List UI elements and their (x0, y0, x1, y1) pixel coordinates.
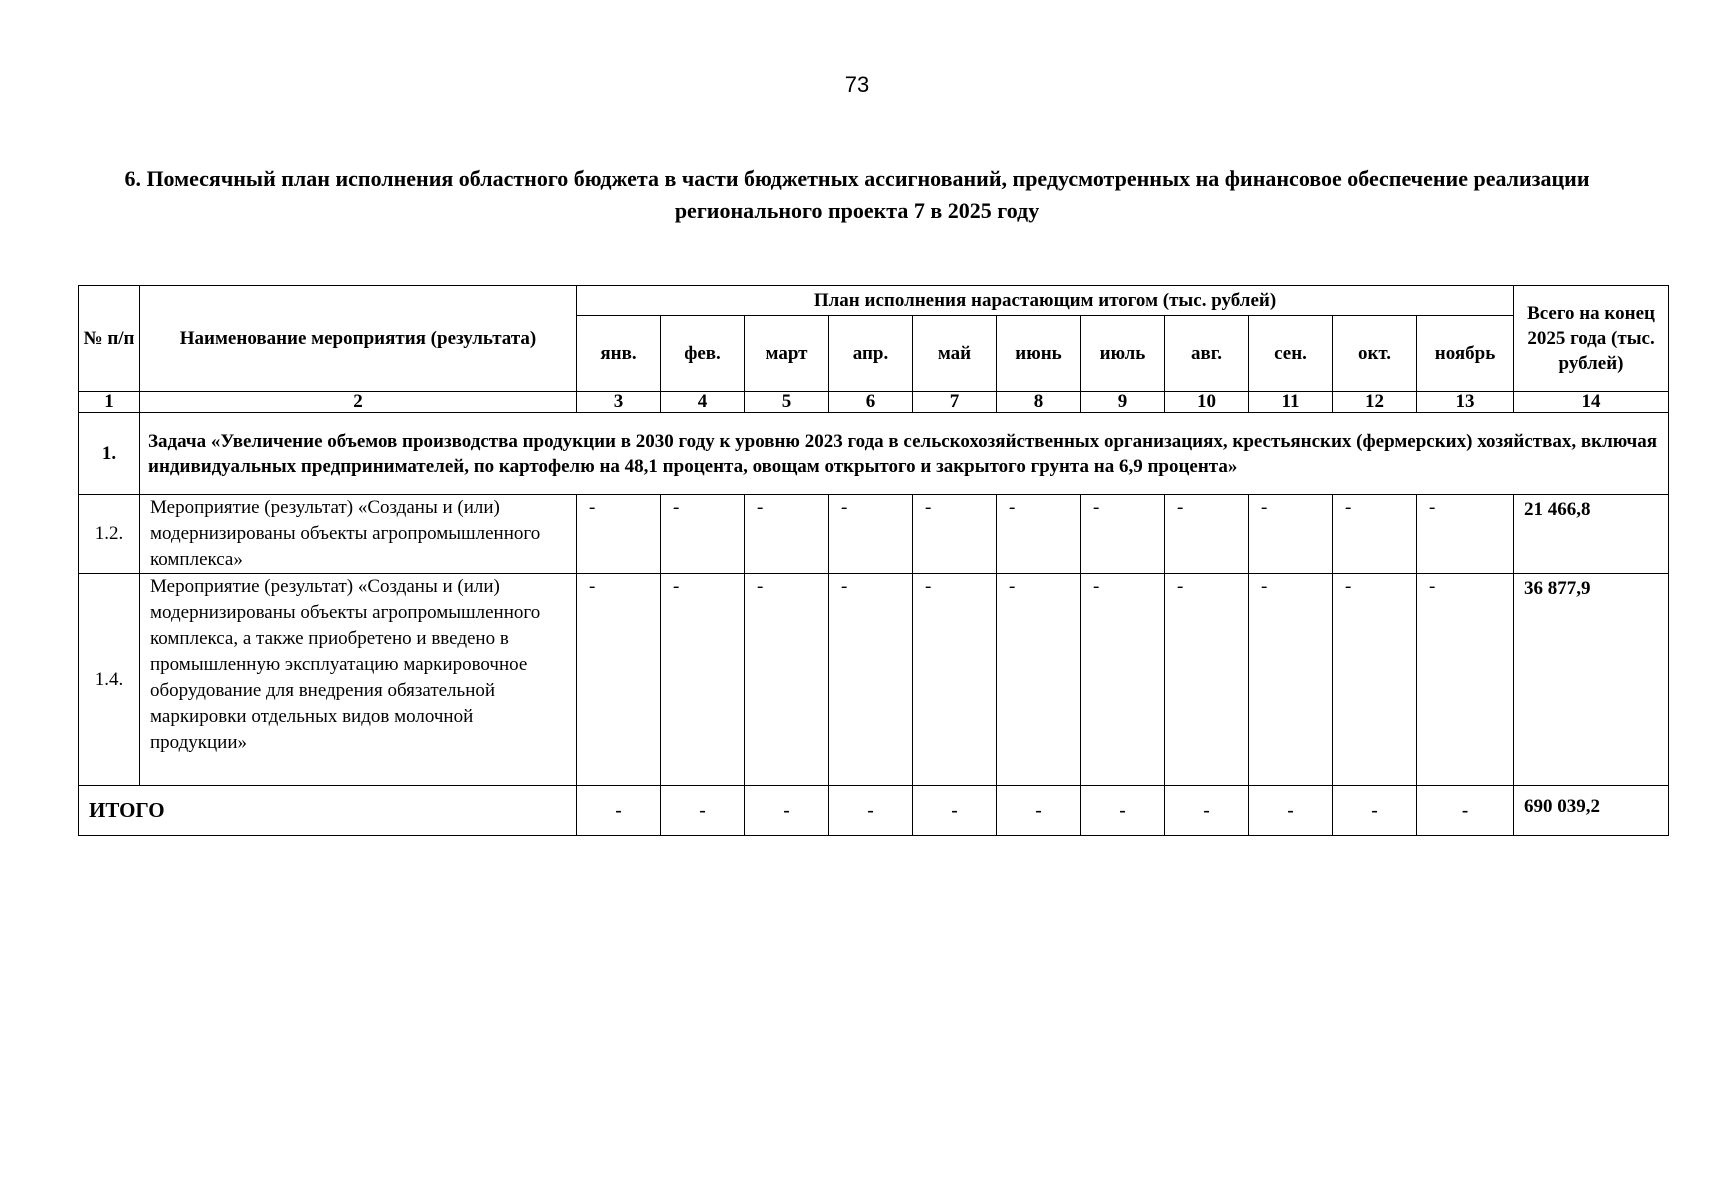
itogo-month-value: - (745, 786, 829, 836)
column-number: 1 (79, 392, 140, 413)
column-number: 4 (661, 392, 745, 413)
table-row (79, 574, 1669, 786)
itogo-month-value: - (913, 786, 997, 836)
column-number: 14 (1514, 392, 1669, 413)
month-value: - (577, 574, 661, 786)
row-total: 21 466,8 (1514, 495, 1669, 574)
budget-plan-table (78, 285, 1669, 836)
row-number: 1.2. (79, 495, 140, 574)
month-value: - (997, 495, 1081, 574)
header-month: март (745, 316, 829, 392)
month-value: - (1081, 574, 1165, 786)
header-name: Наименование мероприятия (результата) (140, 286, 577, 392)
header-month: ноябрь (1417, 316, 1514, 392)
month-value: - (661, 574, 745, 786)
row-total: 36 877,9 (1514, 574, 1669, 786)
month-value: - (829, 495, 913, 574)
header-no: № п/п (79, 286, 140, 392)
column-number: 10 (1165, 392, 1249, 413)
itogo-month-value: - (829, 786, 913, 836)
month-value: - (1417, 574, 1514, 786)
month-value: - (661, 495, 745, 574)
column-number: 2 (140, 392, 577, 413)
itogo-month-value: - (1081, 786, 1165, 836)
month-value: - (1165, 574, 1249, 786)
header-month: май (913, 316, 997, 392)
itogo-total: 690 039,2 (1514, 786, 1669, 836)
month-value: - (913, 574, 997, 786)
page-number: 73 (844, 72, 870, 97)
itogo-month-value: - (1165, 786, 1249, 836)
table-row (79, 495, 1669, 574)
row-name: Мероприятие (результат) «Созданы и (или) модернизированы объекты агропромышленного комплекса» (140, 495, 577, 574)
month-value: - (1333, 574, 1417, 786)
task-text: Задача «Увеличение объемов производства продукции в 2030 году к уровню 2023 года в сельскохозяйственных организациях, крестьянских (фермерских) хозяйствах, включая индивидуальных предпринимателей, по картофелю на 48,1 процента, овощам открытого и закрытого грунта на 6,9 процента» (140, 413, 1669, 495)
column-number: 7 (913, 392, 997, 413)
month-value: - (1081, 495, 1165, 574)
month-value: - (829, 574, 913, 786)
month-value: - (1165, 495, 1249, 574)
row-number: 1.4. (79, 574, 140, 786)
task-number: 1. (79, 413, 140, 495)
month-value: - (745, 495, 829, 574)
column-number: 8 (997, 392, 1081, 413)
header-month: авг. (1165, 316, 1249, 392)
column-number-row (79, 392, 1669, 413)
header-month: июнь (997, 316, 1081, 392)
itogo-month-value: - (1249, 786, 1333, 836)
task-row (79, 413, 1669, 495)
header-month: июль (1081, 316, 1165, 392)
month-value: - (997, 574, 1081, 786)
header-month: сен. (1249, 316, 1333, 392)
itogo-month-value: - (997, 786, 1081, 836)
itogo-month-value: - (661, 786, 745, 836)
month-value: - (1333, 495, 1417, 574)
column-number: 11 (1249, 392, 1333, 413)
header-month: окт. (1333, 316, 1417, 392)
month-value: - (913, 495, 997, 574)
column-number: 5 (745, 392, 829, 413)
document-title: 6. Помесячный план исполнения областного бюджета в части бюджетных ассигнований, предусмотренных на финансовое обеспечение реализации регионального проекта 7 в 2025 году (124, 166, 1590, 223)
column-number: 6 (829, 392, 913, 413)
itogo-month-value: - (1333, 786, 1417, 836)
itogo-label: ИТОГО (79, 786, 577, 836)
column-number: 12 (1333, 392, 1417, 413)
header-month: апр. (829, 316, 913, 392)
itogo-month-value: - (1417, 786, 1514, 836)
month-value: - (1249, 495, 1333, 574)
month-value: - (1417, 495, 1514, 574)
column-number: 3 (577, 392, 661, 413)
header-month: фев. (661, 316, 745, 392)
column-number: 13 (1417, 392, 1514, 413)
column-number: 9 (1081, 392, 1165, 413)
row-name: Мероприятие (результат) «Созданы и (или) модернизированы объекты агропромышленного комплекса, а также приобретено и введено в промышленную эксплуатацию маркировочное оборудование для внедрения обязательной маркировки отдельных видов молочной продукции» (140, 574, 577, 786)
header-month: янв. (577, 316, 661, 392)
month-value: - (1249, 574, 1333, 786)
header-plan-group: План исполнения нарастающим итогом (тыс. рублей) (577, 286, 1514, 316)
itogo-row (79, 786, 1669, 836)
month-value: - (745, 574, 829, 786)
itogo-month-value: - (577, 786, 661, 836)
header-total: Всего на конец 2025 года (тыс. рублей) (1514, 286, 1669, 392)
month-value: - (577, 495, 661, 574)
